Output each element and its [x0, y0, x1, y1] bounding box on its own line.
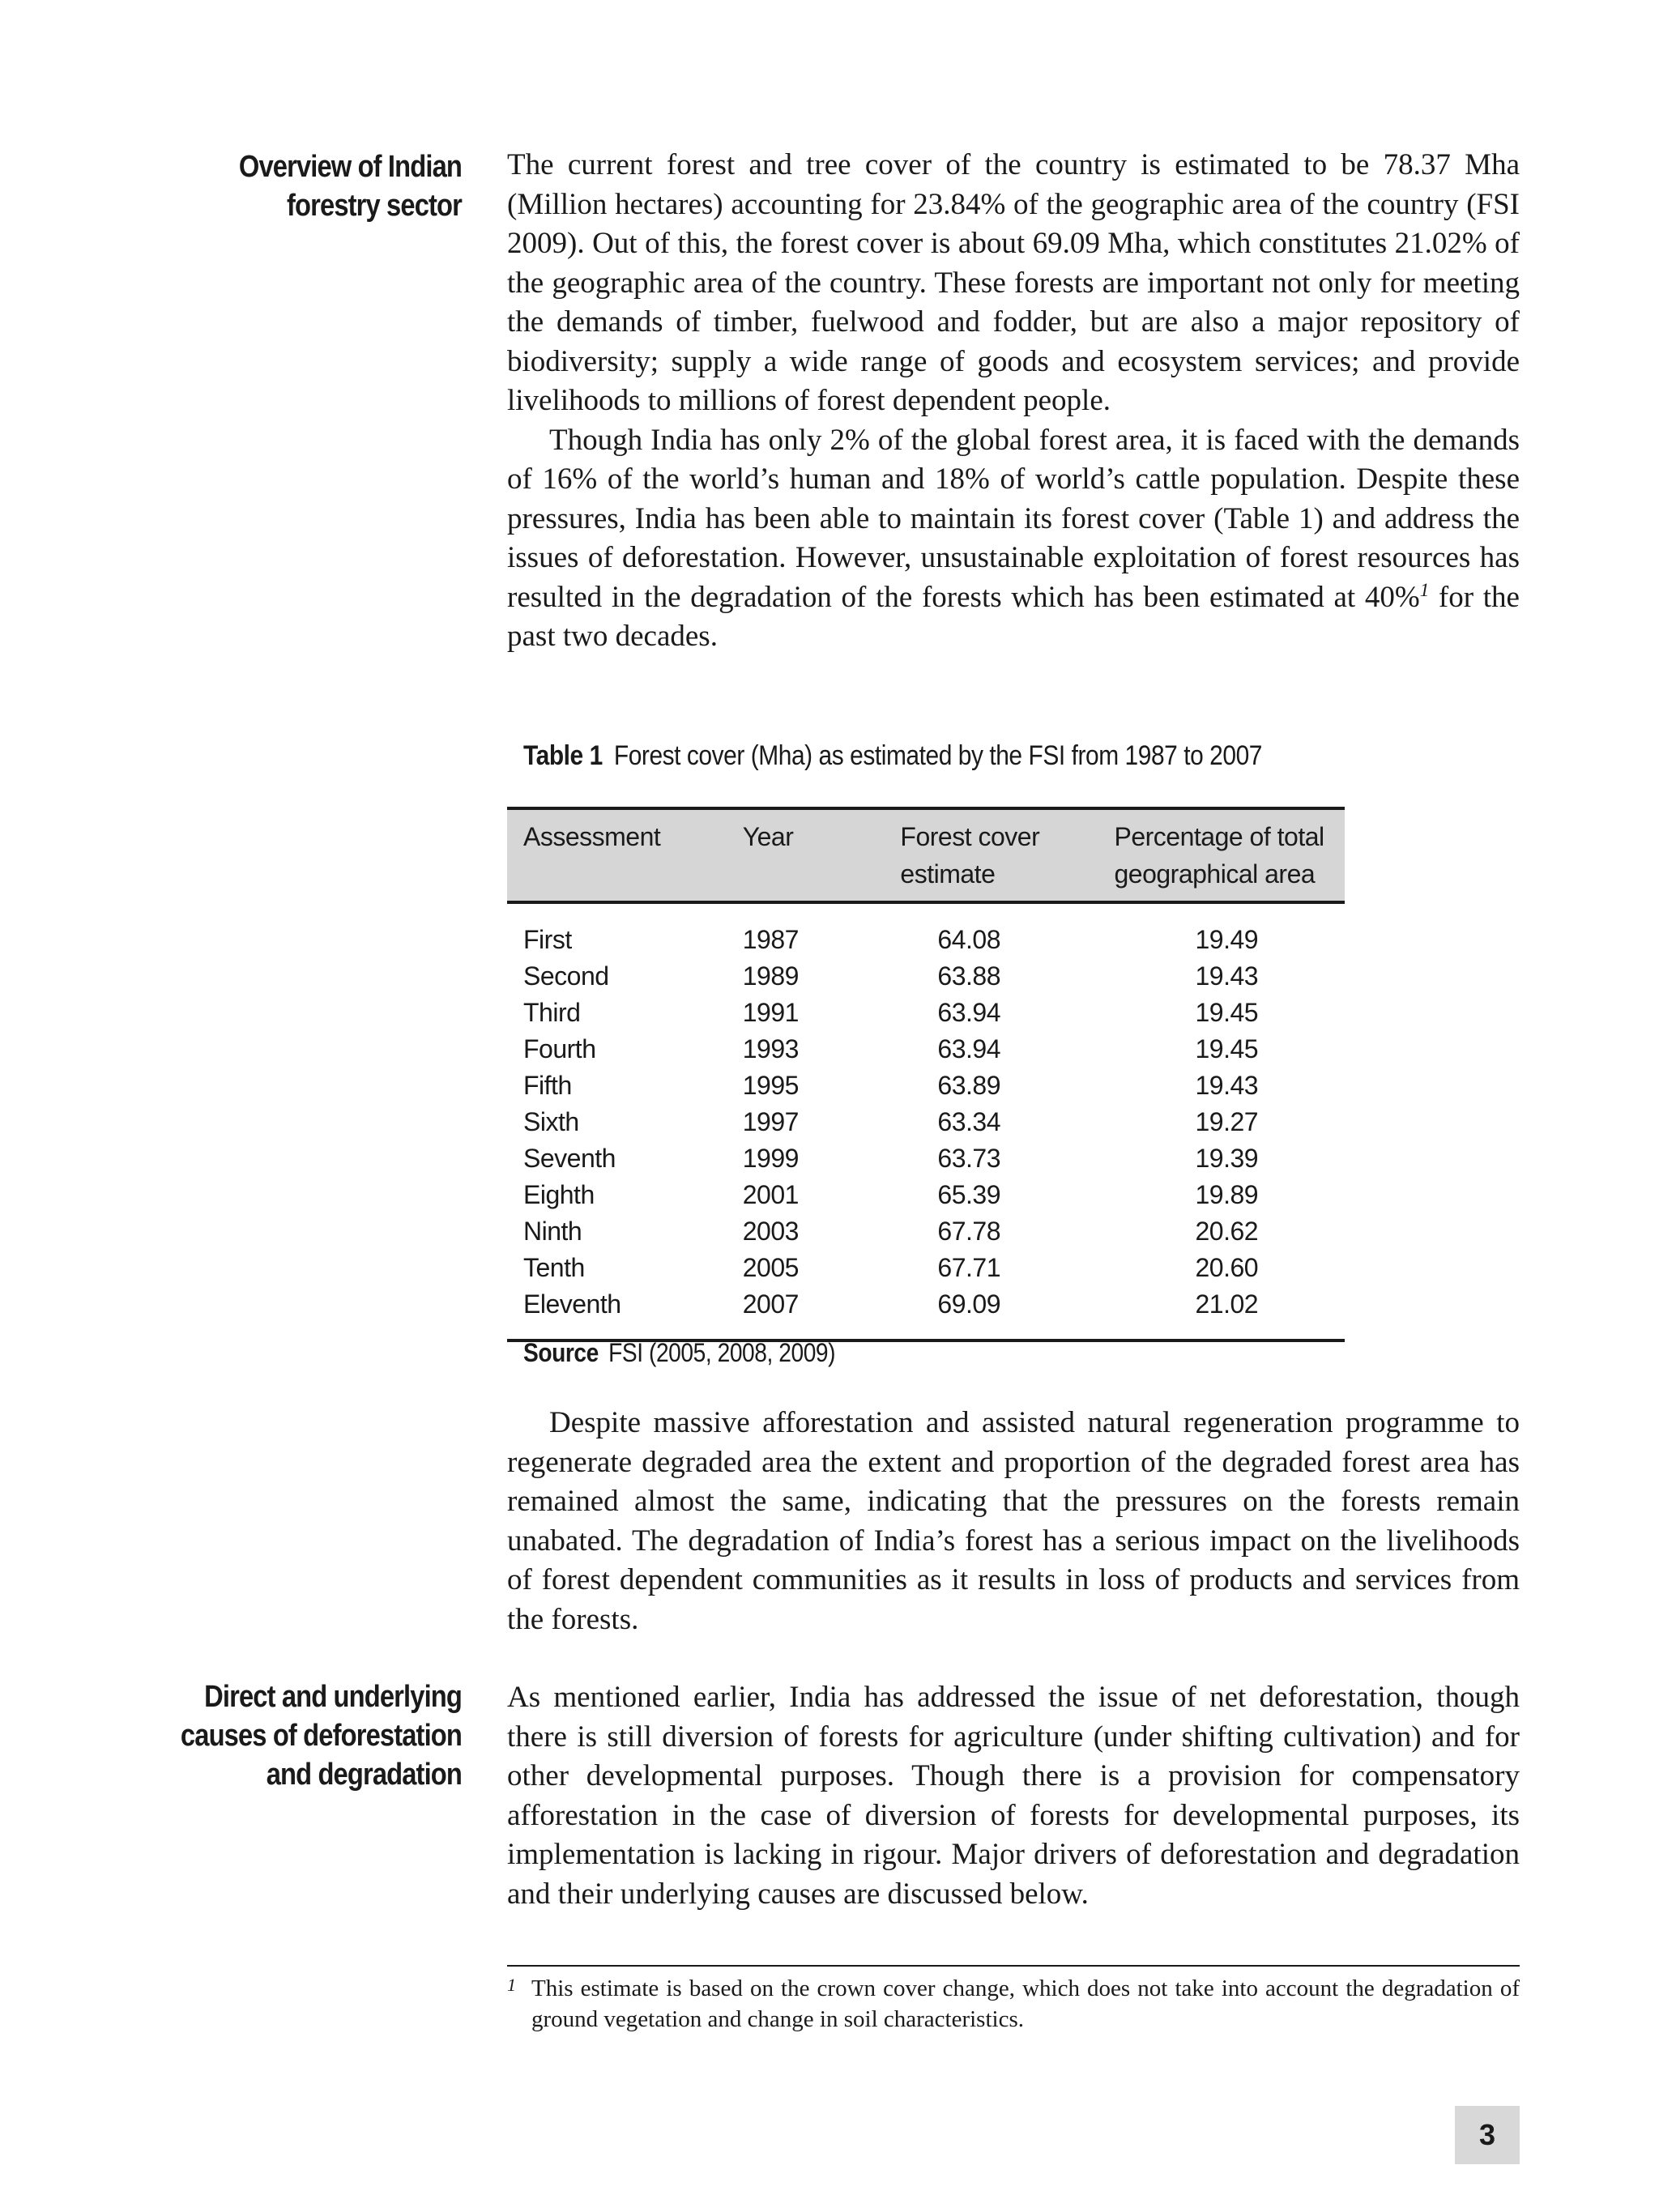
cell-year: 1991 — [742, 998, 799, 1027]
cell-percentage: 19.27 — [1195, 1107, 1259, 1136]
cell-percentage: 19.45 — [1195, 998, 1259, 1027]
table-caption-label: Table 1 — [523, 740, 603, 771]
cell-forest-cover: 64.08 — [937, 925, 1000, 954]
table-source-label: Source — [523, 1338, 599, 1367]
cell-year: 2003 — [742, 1217, 799, 1246]
cell-percentage: 21.02 — [1195, 1289, 1259, 1319]
body-paragraph: As mentioned earlier, India has addressed the issue of net deforestation, though there is still diversion of forests for agriculture (under shifting cultivation) and for other developmental purposes. Though there is a provision for compensatory afforestation in the case of diversion of forests for developmental purposes, its implementation is lacking in rigour. Major drivers of deforestation and degradation and their underlying causes are discussed below. — [507, 1681, 1520, 1911]
forest-cover-table — [507, 807, 1345, 1342]
page-number: 3 — [1455, 2106, 1520, 2164]
section-heading-causes — [148, 1677, 462, 1794]
body-paragraph: The current forest and tree cover of the country is estimated to be 78.37 Mha (Million hectares) accounting for 23.84% of the geographic area of the country (FSI 2009). Out of this, the forest cover is about 69.09 Mha, which constitutes 21.02% of the geographic area of the country. These forests are important not only for meeting the demands of timber, fuelwood and fodder, but are also a major repository of biodiversity; supply a wide range of goods and ecosystem services; and provide livelihoods to millions of forest dependent people. — [507, 148, 1520, 417]
section-heading-overview — [148, 147, 462, 225]
table-row — [507, 1068, 1345, 1104]
cell-assessment: Fifth — [523, 1071, 572, 1100]
footnote-reference[interactable]: 1 — [1419, 579, 1430, 600]
header-assessment: Assessment — [523, 822, 661, 851]
cell-year: 2007 — [742, 1289, 799, 1319]
cell-percentage: 20.60 — [1195, 1253, 1259, 1282]
cell-assessment: Ninth — [523, 1217, 582, 1246]
cell-forest-cover: 63.89 — [937, 1071, 1000, 1100]
header-percentage-line2: geographical area — [1114, 859, 1316, 889]
footnote-marker: 1 — [507, 1975, 516, 1995]
body-paragraph — [507, 421, 1520, 657]
header-percentage — [1114, 808, 1345, 902]
header-forest-cover-line1: Forest cover — [900, 822, 1040, 851]
cell-forest-cover: 63.34 — [937, 1107, 1000, 1136]
header-year: Year — [742, 822, 794, 851]
cell-forest-cover: 65.39 — [937, 1180, 1000, 1209]
cell-forest-cover: 67.71 — [937, 1253, 1000, 1282]
cell-forest-cover: 63.94 — [937, 998, 1000, 1027]
cell-assessment: First — [523, 925, 572, 954]
cell-percentage: 19.39 — [1195, 1144, 1259, 1173]
footnote-text: This estimate is based on the crown cover change, which does not take into account the degradation of ground vegetation and change in soil characteristics. — [531, 1975, 1520, 2032]
cell-forest-cover: 69.09 — [937, 1289, 1000, 1319]
cell-year: 1987 — [742, 925, 799, 954]
section-heading-line: causes of deforestation — [180, 1719, 462, 1753]
table-row — [507, 1140, 1345, 1177]
cell-percentage: 20.62 — [1195, 1217, 1259, 1246]
footnote-divider — [507, 1965, 1520, 1967]
cell-assessment: Eleventh — [523, 1289, 621, 1319]
table-row — [507, 1250, 1345, 1286]
section-body-causes — [507, 1678, 1520, 1914]
cell-forest-cover: 63.88 — [937, 961, 1000, 991]
table-caption — [523, 740, 1262, 772]
cell-forest-cover: 63.73 — [937, 1144, 1000, 1173]
cell-year: 1997 — [742, 1107, 799, 1136]
cell-assessment: Eighth — [523, 1180, 595, 1209]
table-row — [507, 995, 1345, 1031]
body-paragraph-text: Though India has only 2% of the global forest area, it is faced with the demands of 16% of the world’s human and 18% of world’s cattle population. Despite these pressures, India has been able to maintain its forest cover (Table 1) and address the issues of deforestation. However, unsustainable exploitation of forest resources has resulted in the degradation of the forests which has been estimated at 40% — [507, 423, 1520, 614]
cell-percentage: 19.43 — [1195, 1071, 1259, 1100]
cell-assessment: Tenth — [523, 1253, 585, 1282]
body-paragraph: Despite massive afforestation and assisted natural regeneration programme to regenerate degraded area the extent and proportion of the degraded forest area has remained almost the same, indicating that the pressures on the forests remain unabated. The degradation of India’s forest has a serious impact on the livelihoods of forest dependent communities as it results in loss of products and services from the forests. — [507, 1406, 1520, 1636]
cell-year: 1989 — [742, 961, 799, 991]
cell-year: 1993 — [742, 1034, 799, 1063]
body-paragraph-tail: for the past two decades. — [507, 580, 1520, 653]
cell-percentage: 19.43 — [1195, 961, 1259, 991]
table-row — [507, 1031, 1345, 1068]
cell-forest-cover: 63.94 — [937, 1034, 1000, 1063]
section-heading-line: forestry sector — [287, 189, 462, 223]
table-source-text: FSI (2005, 2008, 2009) — [608, 1338, 836, 1367]
cell-percentage: 19.49 — [1195, 925, 1259, 954]
table-source — [523, 1338, 835, 1368]
section-heading-line: Overview of Indian — [238, 150, 462, 184]
cell-assessment: Seventh — [523, 1144, 616, 1173]
section-body-continuation — [507, 1404, 1520, 1639]
table-row — [507, 1213, 1345, 1250]
table-row — [507, 1177, 1345, 1213]
section-body-overview — [507, 146, 1520, 657]
cell-percentage: 19.45 — [1195, 1034, 1259, 1063]
cell-percentage: 19.89 — [1195, 1180, 1259, 1209]
section-heading-line: Direct and underlying — [204, 1680, 462, 1714]
cell-assessment: Second — [523, 961, 609, 991]
header-percentage-line1: Percentage of total — [1114, 822, 1324, 851]
cell-year: 1999 — [742, 1144, 799, 1173]
table-row — [507, 958, 1345, 995]
header-forest-cover — [900, 808, 1114, 902]
cell-year: 1995 — [742, 1071, 799, 1100]
table-row — [507, 1104, 1345, 1140]
header-forest-cover-line2: estimate — [900, 859, 996, 889]
cell-year: 2001 — [742, 1180, 799, 1209]
cell-year: 2005 — [742, 1253, 799, 1282]
section-heading-line: and degradation — [266, 1758, 462, 1792]
table-row — [507, 902, 1345, 958]
table-header-row — [507, 808, 1345, 902]
table-row — [507, 1286, 1345, 1340]
footnote — [507, 1973, 1520, 2035]
cell-assessment: Third — [523, 998, 581, 1027]
cell-assessment: Fourth — [523, 1034, 596, 1063]
table-caption-text: Forest cover (Mha) as estimated by the FSI from 1987 to 2007 — [613, 740, 1262, 771]
cell-assessment: Sixth — [523, 1107, 579, 1136]
cell-forest-cover: 67.78 — [937, 1217, 1000, 1246]
